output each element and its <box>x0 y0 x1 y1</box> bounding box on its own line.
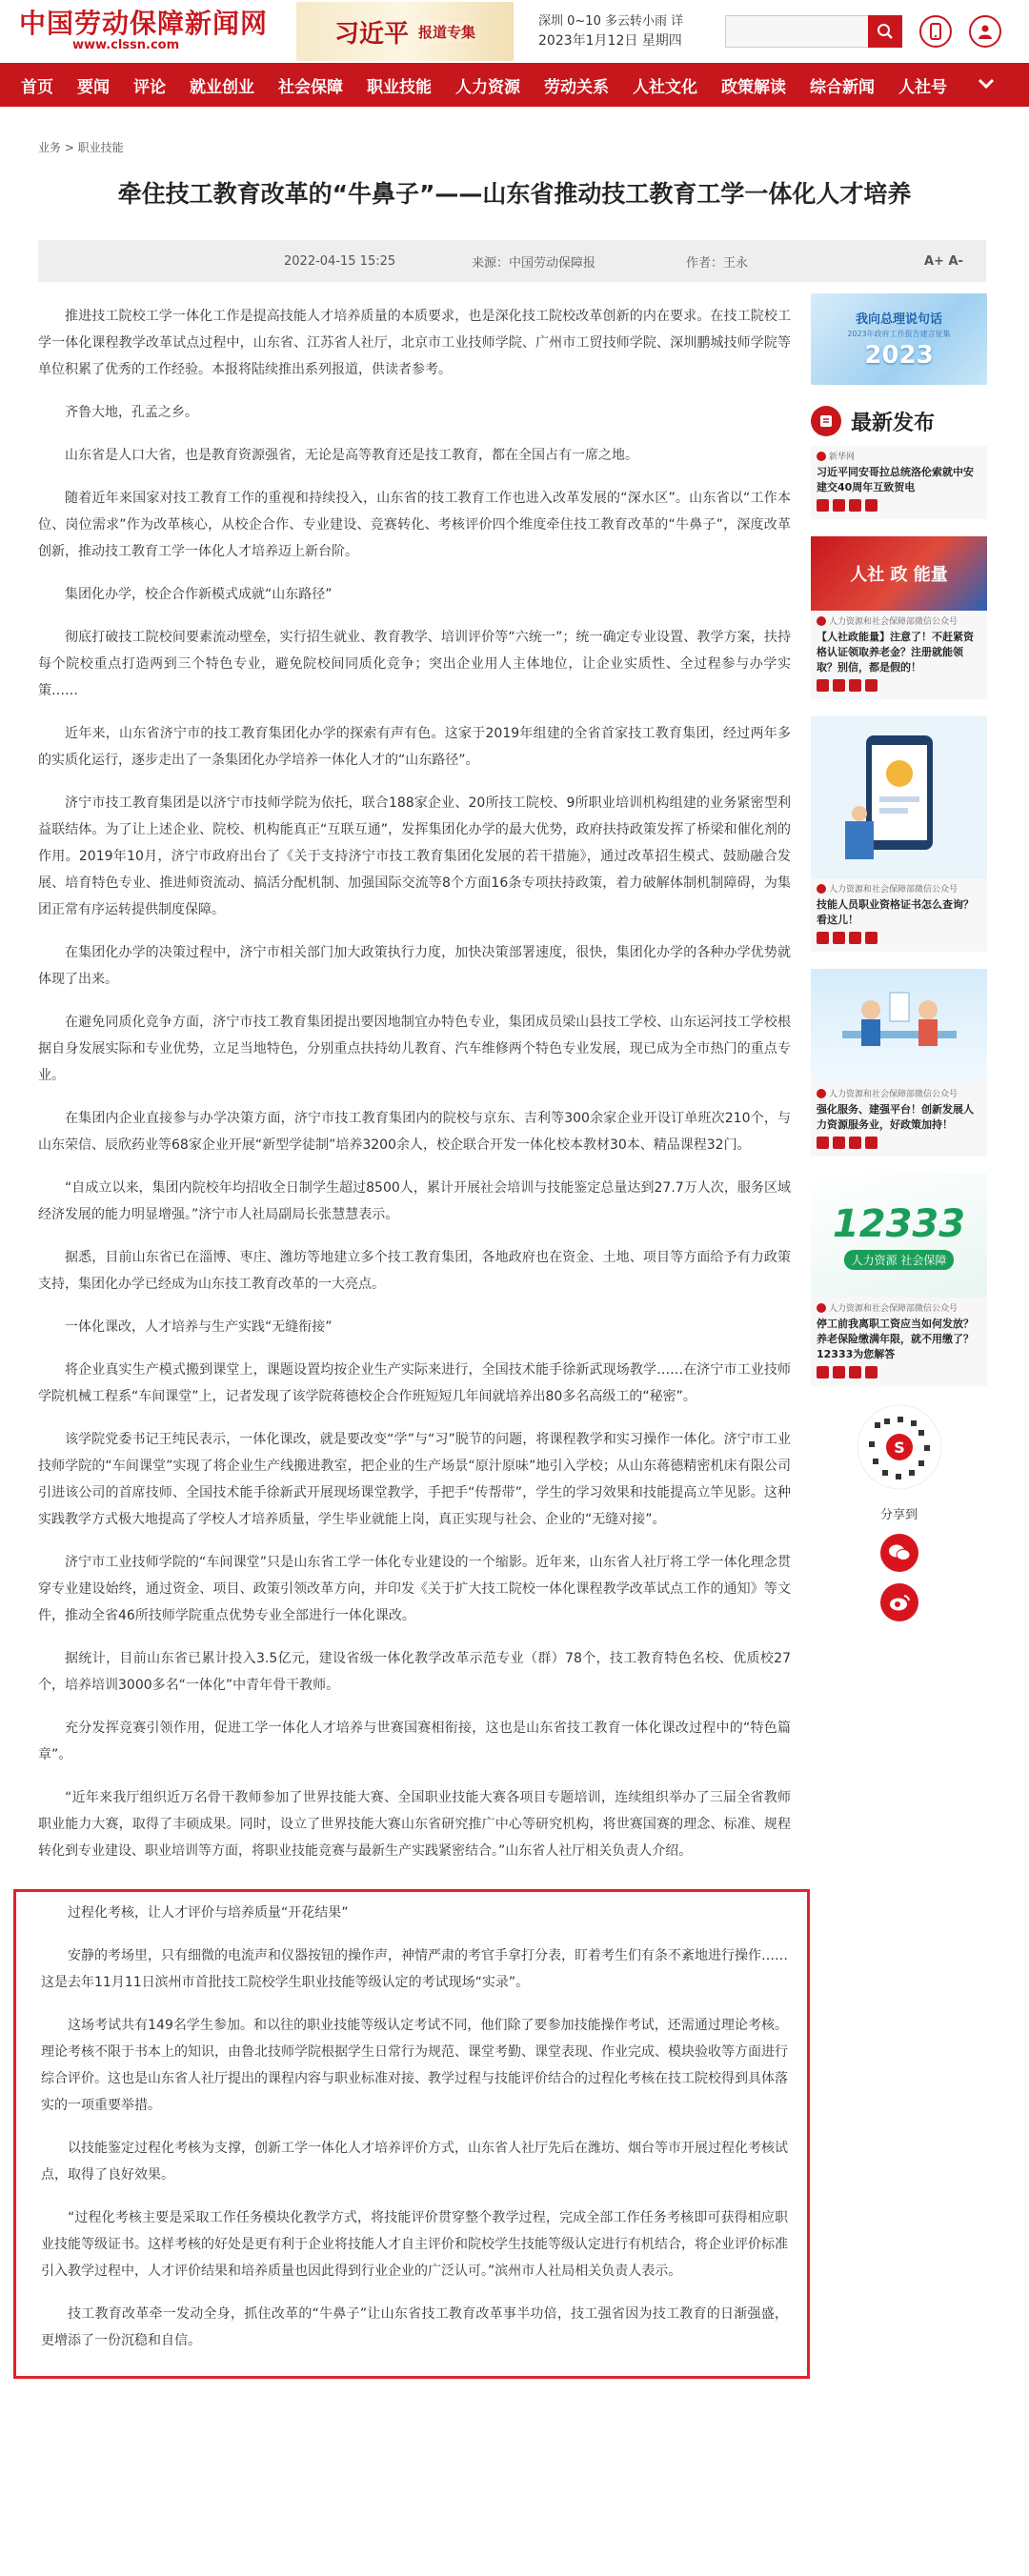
search-button[interactable] <box>868 15 902 48</box>
nav-item-news[interactable]: 要闻 <box>77 77 110 97</box>
more-icon[interactable] <box>865 932 878 944</box>
card-actions <box>811 679 987 699</box>
nav-item-policy[interactable]: 政策解读 <box>721 77 786 97</box>
share-icon[interactable] <box>817 499 829 512</box>
card-source-text: 新华网 <box>829 453 856 462</box>
main-nav <box>0 63 1029 107</box>
nav-item-hr[interactable]: 人力资源 <box>455 77 520 97</box>
paragraph: 济宁市工业技师学院的“车间课堂”只是山东省工学一体化专业建设的一个缩影。近年来，山东省人社厅将工学一体化理念贯穿专业建设始终，通过资金、项目、政策引领改革方向，并印发《关于扩大技工院校一体化课程教学改革试点工作的通知》等文件，推动全省46所技师学院重点优势专业全部进行一体化课改。 <box>38 1555 791 1623</box>
card-image <box>811 536 987 611</box>
publish-date: 2022-04-15 15:25 <box>284 253 396 269</box>
more-icon[interactable] <box>865 1137 878 1149</box>
paragraph: 山东省是人口大省，也是教育资源强省，无论是高等教育还是技工教育，都在全国占有一席之地。 <box>65 448 638 463</box>
card-actions <box>811 932 987 952</box>
chevron-down-icon <box>977 77 996 91</box>
news-card[interactable] <box>811 969 987 1157</box>
paragraph: 该学院党委书记王纯民表示，一体化课改，就是要改变“学”与“习”脱节的问题，将课程教学和实习操作一体化。济宁市工业技师学院的“车间课堂”实现了将企业生产线搬进教室，把企业的生产场景“原汁原味”地引入学校；从山东蒋德精密机床有限公司引进该公司的首席技师、全国技术能手徐新武开展现场课堂教学，手把手“传帮带”，学生的学习效果和技能提高立竿见影。这种实践教学方式极大地提高了学校人才培养质量，学生毕业就能上岗，真正实现与社会、企业的“无缝对接”。 <box>38 1432 791 1527</box>
highlighted-section <box>13 1889 810 2379</box>
paragraph: 充分发挥竞赛引领作用，促进工学一体化人才培养与世赛国赛相衔接，这也是山东省技工教育一体化课改过程中的“特色篇章”。 <box>38 1721 791 1762</box>
nav-item-social-security[interactable]: 社会保障 <box>278 77 343 97</box>
source-icon <box>817 884 826 894</box>
wechat-share-button[interactable] <box>880 1534 918 1572</box>
user-icon <box>977 23 994 40</box>
mobile-icon <box>928 23 943 40</box>
share-icon[interactable] <box>817 1137 829 1149</box>
card-actions <box>811 1366 987 1386</box>
section-heading: 一体化课改，人才培养与生产实践“无缝衔接” <box>65 1319 333 1335</box>
paragraph: 推进技工院校工学一体化工作是提高技能人才培养质量的本质要求，也是深化技工院校改革创新的内在要求。在技工院校工学一体化课程教学改革试点过程中，山东省、江苏省人社厅，北京市工业技师学院、广州市工贸技师学院、深圳鹏城技师学院等单位积累了优秀的工作经验。本报将陆续推出系列报道，供读者参考。 <box>38 309 791 377</box>
card-title: 【人社政能量】注意了！不赶紧资格认证领取养老金？注册就能领取？别信，都是假的！ <box>817 631 974 674</box>
card-source <box>811 1298 987 1314</box>
nav-item-labor-relations[interactable]: 劳动关系 <box>544 77 609 97</box>
card-title: 习近平同安哥拉总统洛伦索就中安建交40周年互致贺电 <box>817 466 974 493</box>
sidebar <box>811 293 987 1621</box>
more-icon[interactable] <box>865 679 878 692</box>
more-icon[interactable] <box>865 499 878 512</box>
search-input[interactable] <box>725 15 868 48</box>
nav-more-button[interactable] <box>977 76 996 94</box>
like-icon[interactable] <box>833 1137 845 1149</box>
paragraph: 随着近年来国家对技工教育工作的重视和持续投入，山东省的技工教育工作也进入改革发展的“深水区”。山东省以“工作本位、岗位需求”作为改革核心，从校企合作、专业建设、竞赛转化、考核评价四个维度牵住技工教育改革的“牛鼻子”，深度改革创新，推动技工教育工学一体化人才培养迈上新台阶。 <box>38 491 791 559</box>
paragraph: 以技能鉴定过程化考核为支撑，创新工学一体化人才培养评价方式，山东省人社厅先后在潍坊、烟台等市开展过程化考核试点，取得了良好效果。 <box>41 2141 788 2183</box>
comment-icon[interactable] <box>849 1137 861 1149</box>
paragraph: 安静的考场里，只有细微的电流声和仪器按钮的操作声，神情严肃的考官手拿打分表，盯着考生们有条不紊地进行操作……这是去年11月11日滨州市首批技工院校学生职业技能等级认定的考试现场“实录”。 <box>41 1948 788 1990</box>
logo-text: 中国劳动保障新闻网 <box>19 8 269 39</box>
nav-item-skills[interactable]: 职业技能 <box>367 77 432 97</box>
banner-line1: 我向总理说句话 <box>855 312 942 327</box>
share-icon[interactable] <box>817 1366 829 1379</box>
search-box <box>725 15 902 48</box>
nav-item-employment[interactable]: 就业创业 <box>190 77 254 97</box>
like-icon[interactable] <box>833 932 845 944</box>
comment-icon[interactable] <box>849 932 861 944</box>
section-heading: 集团化办学，校企合作新模式成就“山东路径” <box>65 587 333 602</box>
card-source <box>811 446 987 462</box>
share-label: 分享到 <box>879 1508 918 1522</box>
source-icon <box>817 452 826 461</box>
news-card[interactable] <box>811 1174 987 1386</box>
comment-icon[interactable] <box>849 679 861 692</box>
paragraph: “自成立以来，集团内院校年均招收全日制学生超过8500人，累计开展社会培训与技能鉴定总量达到27.7万人次，服务区域经济发展的能力明显增强。”济宁市人社局副局长张慧慧表示。 <box>38 1180 791 1222</box>
qr-code-icon <box>856 1403 943 1491</box>
paragraph: 技工教育改革牵一发动全身，抓住改革的“牛鼻子”让山东省技工教育改革事半功倍，技工强省因为技工教育的日渐强盛，更增添了一份沉稳和自信。 <box>41 2306 788 2348</box>
source-icon <box>817 1303 826 1313</box>
card-source <box>811 878 987 895</box>
article-author: 作者：王永 <box>686 255 749 271</box>
news-card[interactable] <box>811 446 987 519</box>
user-button[interactable] <box>969 15 1001 48</box>
paragraph: 据悉，目前山东省已在淄博、枣庄、潍坊等地建立多个技工教育集团，各地政府也在资金、土地、项目等方面给予有力政策支持，集团化办学已经成为山东技工教育改革的一大亮点。 <box>38 1250 791 1292</box>
card-source-text: 人力资源和社会保障部微信公众号 <box>829 1090 958 1099</box>
card-image <box>811 716 987 878</box>
weibo-share-button[interactable] <box>880 1583 918 1621</box>
top-header <box>0 0 1029 63</box>
paragraph: 这场考试共有149名学生参加。和以往的职业技能等级认定考试不同，他们除了要参加技能操作考试，还需通过理论考核。理论考核不限于书本上的知识，由鲁北技师学院根据学生日常行为规范、课堂考勤、课堂表现、作业完成、模块验收等方面进行综合评价。这也是山东省人社厅提出的课程内容与职业标准对接、教学过程与技能评价结合的过程化考核在技工院校得到具体落实的一项重要举措。 <box>41 2018 788 2113</box>
paragraph: 在集团化办学的决策过程中，济宁市相关部门加大政策执行力度，加快决策部署速度，很快，集团化办学的各种办学优势就体现了出来。 <box>38 945 791 987</box>
comment-icon[interactable] <box>849 1366 861 1379</box>
article-body <box>38 303 791 2379</box>
source-icon <box>817 1089 826 1098</box>
comment-icon[interactable] <box>849 499 861 512</box>
nav-item-renshehao[interactable]: 人社号 <box>898 77 947 97</box>
paragraph: 将企业真实生产模式搬到课堂上，课题设置均按企业生产实际来进行，全国技术能手徐新武现场教学……在济宁市工业技师学院机械工程系“车间课堂”上，记者发现了该学院蒋德校企合作班短短几年间就培养出80多名高级工的“秘密”。 <box>38 1362 791 1404</box>
card-title: 技能人员职业资格证书怎么查询？看这儿！ <box>817 898 974 926</box>
card-image <box>811 1174 987 1298</box>
paragraph: “过程化考核主要是采取工作任务模块化教学方式，将技能评价贯穿整个教学过程，完成全部工作任务考核即可获得相应职业技能等级证书。这样考核的好处是更有利于企业将技能人才自主评价和院校学生技能等级认定进行有机结合，将企业评价标准引入教学过程中，人才评价结果和培养质量也因此得到行业企业的广泛认可。”滨州市人社局相关负责人表示。 <box>41 2210 788 2279</box>
hotline-sub: 人力资源 社会保障 <box>844 1250 955 1270</box>
paragraph: 近年来，山东省济宁市的技工教育集团化办学的探索有声有色。这家于2019年组建的全省首家技工教育集团，经过两年多的实质化运行，逐步走出了一条集团化办学培养一体化人才的“山东路径”。 <box>38 726 791 768</box>
font-size-control[interactable]: A+ A- <box>924 253 963 269</box>
people-illustration-icon <box>823 974 976 1078</box>
promo-banner[interactable] <box>296 2 514 61</box>
card-actions <box>811 499 987 519</box>
site-logo[interactable] <box>19 10 272 53</box>
card-image <box>811 969 987 1083</box>
nav-item-comment[interactable]: 评论 <box>133 77 166 97</box>
paragraph: 在集团内企业直接参与办学决策方面，济宁市技工教育集团内的院校与京东、吉利等300余家企业开设订单班次210个，与山东荣信、辰欣药业等68家企业开展“新型学徒制”培养3200余人，校企联合开发一体化校本教材30本、精品课程32门。 <box>38 1111 791 1153</box>
article-source: 来源：中国劳动保障报 <box>472 255 596 271</box>
card-source-text: 人力资源和社会保障部微信公众号 <box>829 617 958 627</box>
banner-line2: 2023年政府工作报告建言征集 <box>847 330 951 338</box>
like-icon[interactable] <box>833 1366 845 1379</box>
illustration-icon <box>828 726 971 869</box>
section-heading: 过程化考核，让人才评价与培养质量“开花结果” <box>68 1905 349 1921</box>
mobile-button[interactable] <box>919 15 952 48</box>
logo-url: www.clssn.com <box>72 38 180 52</box>
article-meta <box>38 240 986 282</box>
breadcrumb[interactable]: 业务 > 职业技能 <box>38 141 124 154</box>
like-icon[interactable] <box>833 499 845 512</box>
latest-icon <box>811 406 841 436</box>
more-icon[interactable] <box>865 1366 878 1379</box>
paragraph: 齐鲁大地，孔孟之乡。 <box>65 405 198 420</box>
page-title: 牵住技工教育改革的“牛鼻子”——山东省推动技工教育工学一体化人才培养 <box>117 180 912 208</box>
nav-item-culture[interactable]: 人社文化 <box>633 77 697 97</box>
news-card[interactable] <box>811 716 987 952</box>
promo-name: 习近平 <box>333 19 409 49</box>
nav-item-home[interactable]: 首页 <box>21 77 53 97</box>
current-date: 2023年1月12日 星期四 <box>538 33 682 49</box>
paragraph: 彻底打破技工院校间要素流动壁垒，实行招生就业、教育教学、培训评价等“六统一”；统一确定专业设置、教学方案，扶持每个院校重点打造两到三个特色专业，避免院校间同质化竞争；突出企业用人主体地位，让企业实质性、全过程参与办学实策…… <box>38 630 791 698</box>
share-icon[interactable] <box>817 679 829 692</box>
wechat-icon <box>888 1543 911 1562</box>
svg-text:S: S <box>893 1439 905 1457</box>
paragraph: “近年来我厅组织近万名骨干教师参加了世界技能大赛、全国职业技能大赛各项目专题培训，连续组织举办了三届全省教师职业能力大赛，取得了丰硕成果。同时，设立了世界技能大赛山东省研究推广中心等研究机构，将世赛国赛的理念、标准、规程转化到专业建设、职业培训等方面，将职业技能竞赛与最新生产实践紧密结合。”山东省人社厅相关负责人介绍。 <box>38 1790 791 1859</box>
card-actions <box>811 1137 987 1157</box>
latest-header <box>811 406 987 436</box>
search-icon <box>877 23 894 40</box>
card-title: 停工前我离职工资应当如何发放？养老保险缴满年限，就不用缴了？12333为您解答 <box>817 1318 974 1360</box>
nav-item-general-news[interactable]: 综合新闻 <box>810 77 875 97</box>
promo-sub: 报道专集 <box>418 23 476 41</box>
card-source <box>811 611 987 627</box>
side-banner[interactable] <box>811 293 987 385</box>
hotline-number: 12333 <box>832 1201 966 1246</box>
qr-code <box>856 1403 943 1491</box>
card-source-text: 人力资源和社会保障部微信公众号 <box>829 885 958 895</box>
paragraph: 据统计，目前山东省已累计投入3.5亿元，建设省级一体化教学改革示范专业（群）78个，技工教育特色名校、优质校27个，培养培训3000多名“一体化”中青年骨干教师。 <box>38 1651 791 1693</box>
news-card[interactable] <box>811 536 987 699</box>
card-source <box>811 1083 987 1099</box>
source-icon <box>817 616 826 626</box>
latest-title: 最新发布 <box>851 411 936 435</box>
weibo-icon <box>888 1593 911 1612</box>
like-icon[interactable] <box>833 679 845 692</box>
card-title: 强化服务、建强平台！创新发展人力资源服务业，好政策加持！ <box>817 1103 974 1131</box>
share-icon[interactable] <box>817 932 829 944</box>
banner-line3: 2023 <box>864 341 934 370</box>
weather-text: 深圳 0~10 多云转小雨 详 <box>538 14 684 29</box>
weather-date <box>538 12 719 50</box>
card-image-text: 人社 政 能量 <box>850 565 948 585</box>
card-source-text: 人力资源和社会保障部微信公众号 <box>829 1304 958 1314</box>
paragraph: 在避免同质化竞争方面，济宁市技工教育集团提出要因地制宜办特色专业，集团成员梁山县技工学校、山东运河技工学校根据自身发展实际和专业优势，立足当地特色，分别重点扶持幼儿教育、汽车维修两个特色专业发展，现已成为全市热门的重点专业。 <box>38 1015 791 1083</box>
paragraph: 济宁市技工教育集团是以济宁市技师学院为依托，联合188家企业、20所技工院校、9所职业培训机构组建的业务紧密型利益联结体。为了让上述企业、院校、机构能真正“互联互通”，发挥集团化办学的最大优势，政府扶持政策发挥了桥梁和催化剂的作用。2019年10月，济宁市政府出台了《关于支持济宁市技工教育集团化发展的若干措施》，通过改革招生模式、鼓励融合发展、培育特色专业、推进师资流动、搞活分配机制、加强国际交流等8个方面16条专项扶持政策，着力破解体制机制障碍，为集团正常有序运转提供制度保障。 <box>38 795 791 917</box>
